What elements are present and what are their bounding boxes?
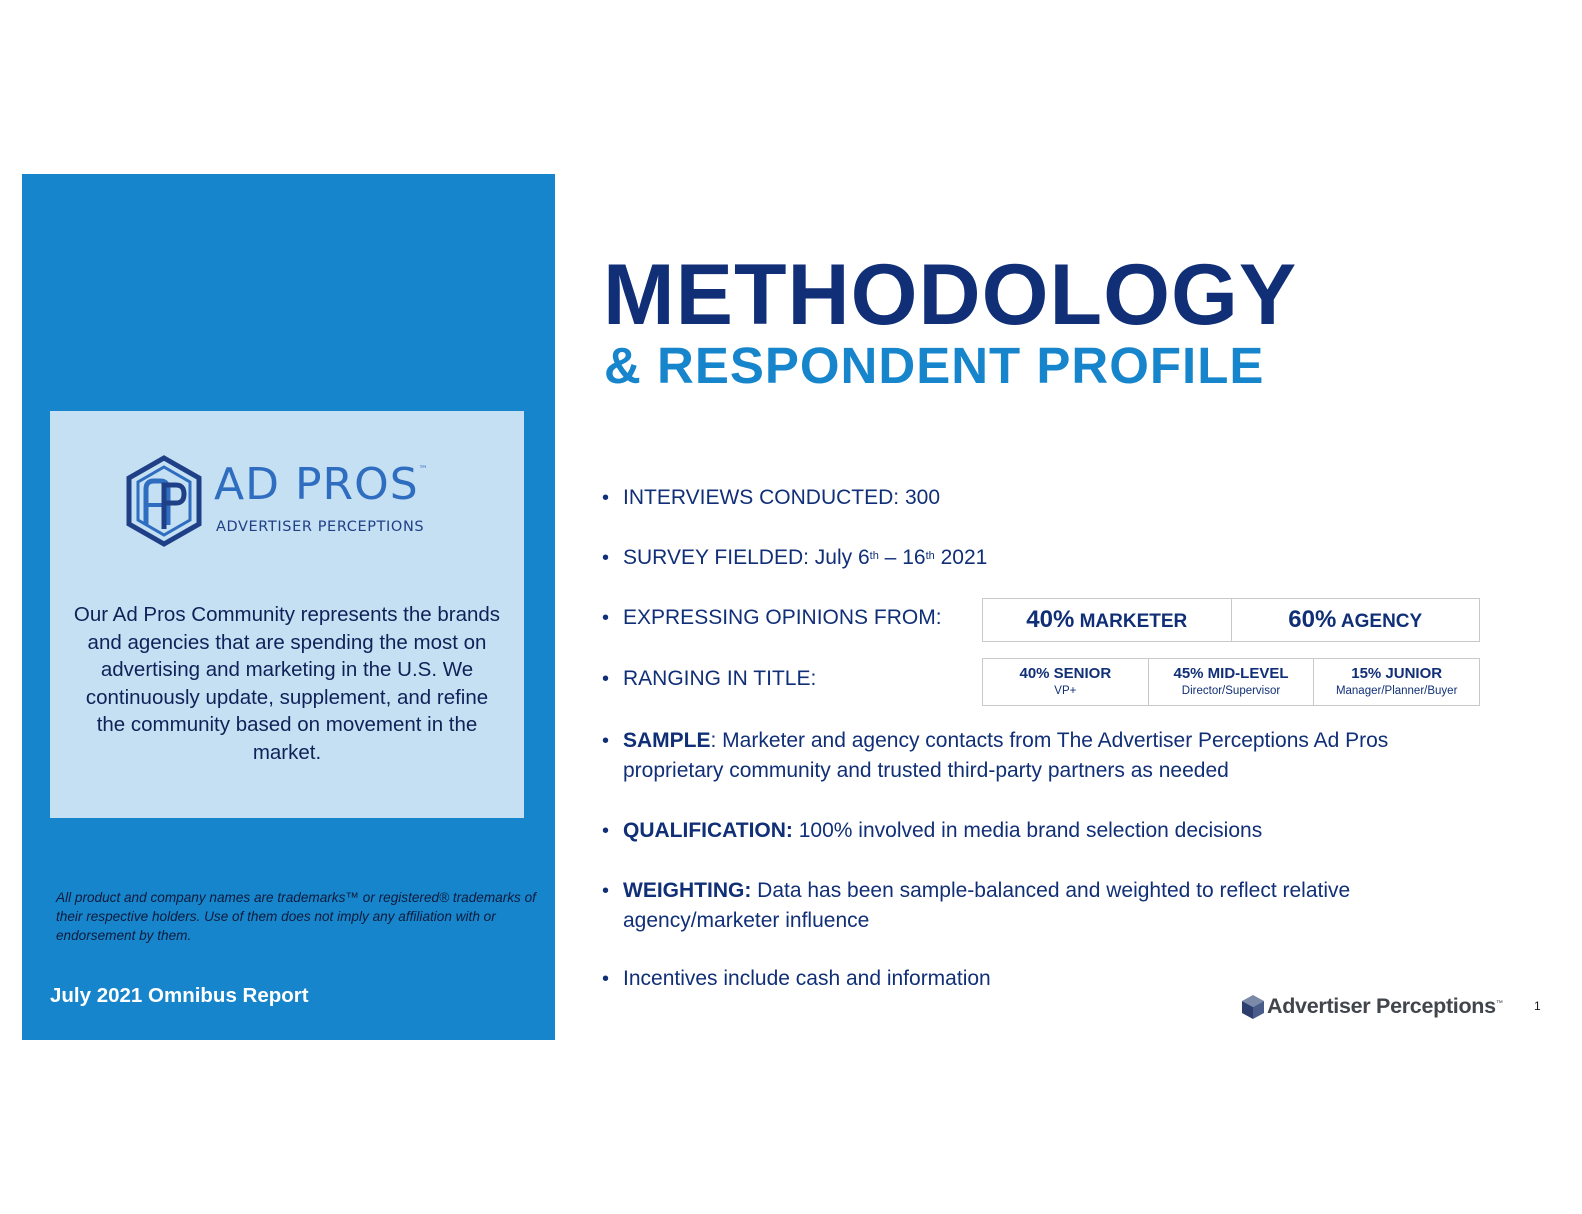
bullet-icon: • xyxy=(602,668,610,690)
page-subtitle: & RESPONDENT PROFILE xyxy=(604,337,1265,394)
title-split-box xyxy=(982,658,1480,706)
bullet-icon: • xyxy=(602,730,610,752)
logo-subtitle: ADVERTISER PERCEPTIONS xyxy=(216,519,425,535)
title-cell-senior: 40% SENIOR VP+ xyxy=(983,659,1149,705)
community-box xyxy=(50,411,524,818)
bullet-icon: • xyxy=(602,607,610,629)
bullet-icon: • xyxy=(602,547,610,569)
cube-logo-icon xyxy=(1241,994,1265,1020)
page-title: METHODOLOGY xyxy=(603,247,1298,343)
bullet-icon: • xyxy=(602,820,610,842)
ad-pros-logo xyxy=(126,455,456,555)
opinions-split-box xyxy=(982,598,1480,642)
opinion-cell-agency: 60% AGENCY xyxy=(1288,606,1423,633)
page-number: 1 xyxy=(1534,999,1541,1013)
opinion-cell-marketer: 40% MARKETER xyxy=(983,599,1232,641)
bullet-icon: • xyxy=(602,968,610,990)
left-panel xyxy=(22,174,555,1040)
report-label: July 2021 Omnibus Report xyxy=(50,984,309,1007)
title-cell-junior: 15% JUNIOR Manager/Planner/Buyer xyxy=(1335,665,1458,697)
survey-text: SURVEY FIELDED: July 6th – 16th 2021 xyxy=(623,546,988,569)
trademark-disclaimer: All product and company names are trademarks™ or registered® trademarks of their respective holders. Use of them does not imply any affiliation with or endorsement by them. xyxy=(56,890,536,943)
community-description: Our Ad Pros Community represents the brands and agencies that are spending the most on advertising and marketing in the U.S. We continuously update, supplement, and refine the community based on movement in the market. xyxy=(73,603,501,764)
bullet-icon: • xyxy=(602,880,610,902)
ad-pros-hexagon-icon xyxy=(126,455,202,547)
bullet-icon: • xyxy=(602,487,610,509)
title-cell-mid-level: 45% MID-LEVEL Director/Supervisor xyxy=(1149,659,1315,705)
logo-name: AD PROS™ xyxy=(214,459,428,510)
